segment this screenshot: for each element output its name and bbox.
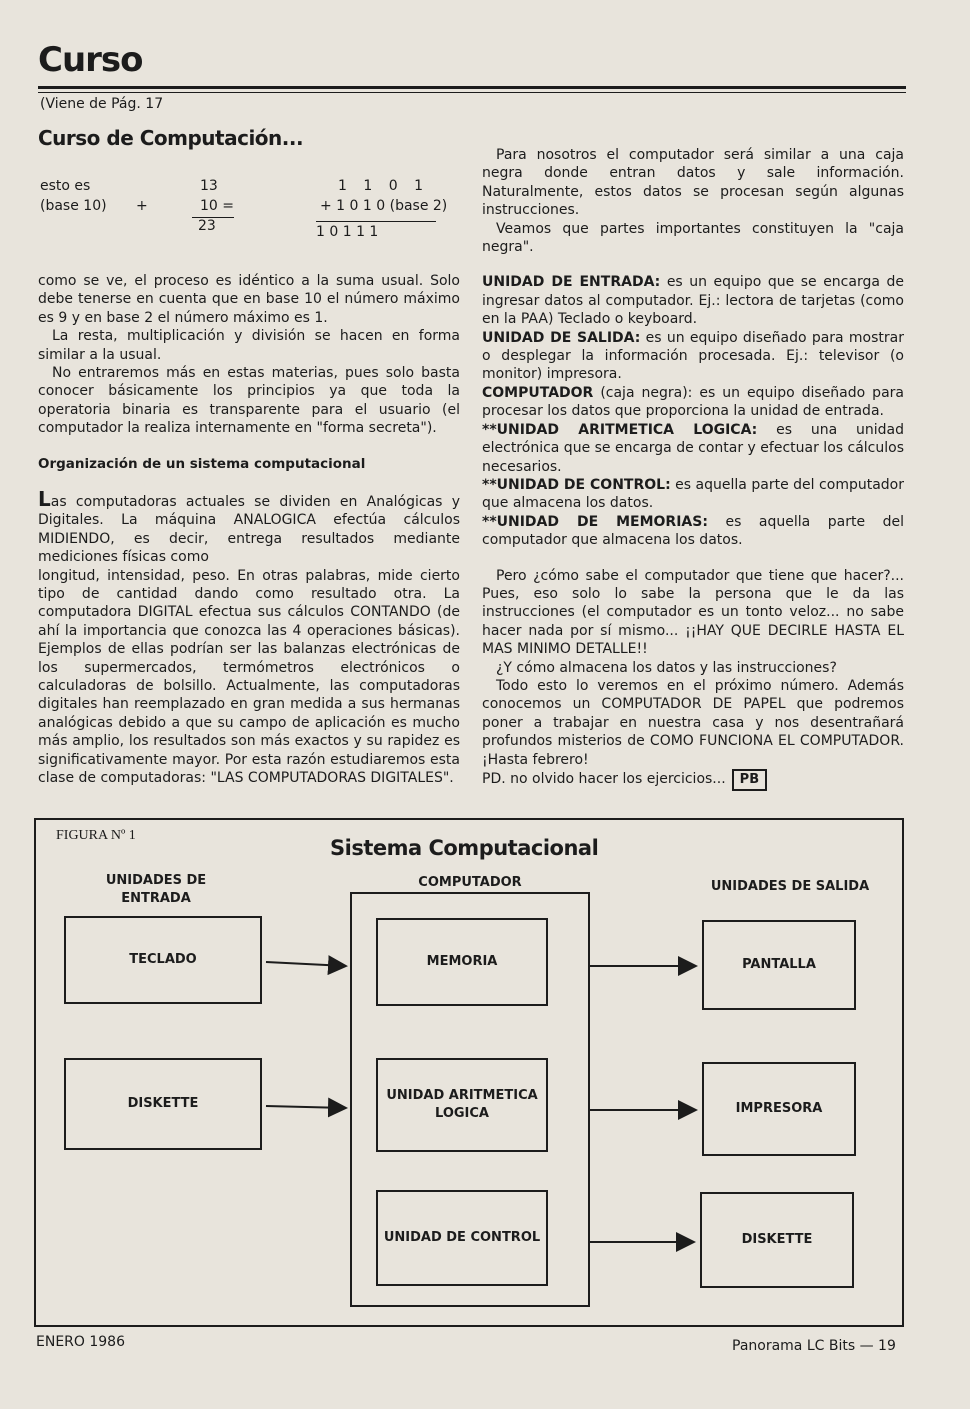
output-group-label: UNIDADES DE SALIDA (710, 879, 870, 894)
def-output-text: es un equipo diseñado para mostrar o desplegar la información procesada. Ej.: televisor (o monitor) impresora. (482, 329, 904, 383)
def-control-term: **UNIDAD DE CONTROL: (482, 476, 671, 493)
left-paragraph-4a (38, 487, 460, 567)
subheading: Organización de un sistema computacional (38, 456, 366, 472)
math-label-1: esto es (40, 178, 91, 194)
right-paragraph-4: ¿Y cómo almacena los datos y las instrucciones? (496, 659, 837, 676)
right-paragraph-6 (482, 769, 904, 791)
binary-sum-example (40, 176, 480, 242)
math-plus: + (136, 198, 148, 214)
def-input-unit (482, 273, 904, 328)
computer-group-label: COMPUTADOR (418, 875, 522, 890)
right-paragraph-2: Veamos que partes importantes constituyen la "caja negra". (482, 220, 904, 256)
figure-title: Sistema Computacional (330, 836, 599, 860)
right-column (482, 146, 904, 791)
def-alu-text: es una unidad electrónica que se encarga de contar y efectuar los cálculos necesarios. (482, 421, 904, 475)
left-paragraph-1: como se ve, el proceso es idéntico a la suma usual. Solo debe tenerse en cuenta que en base 10 el número máximo es 9 y en base 2 el número máximo es 1. (38, 273, 460, 326)
output-diskette-box: DISKETTE (700, 1192, 854, 1288)
math-bin-b: + 1 0 1 0 (base 2) (320, 198, 448, 214)
math-label-2: (base 10) (40, 198, 107, 214)
def-memory-unit (482, 513, 904, 550)
left-paragraph-2: La resta, multiplicación y división se hacen en forma similar a la usual. (38, 328, 460, 363)
def-output-unit (482, 329, 904, 384)
left-column-2 (38, 487, 460, 788)
left-column (38, 272, 460, 438)
section-title: Curso (38, 40, 143, 80)
input-diskette-box: DISKETTE (64, 1058, 262, 1150)
postscript: PD. no olvido hacer los ejercicios... (482, 771, 726, 787)
arrow-diskette-to-computer (266, 1106, 346, 1108)
math-bin-a: 1 1 0 1 (338, 178, 429, 194)
right-paragraph-5: Todo esto lo veremos en el próximo número. Además conocemos un COMPUTADOR DE PAPEL que podremos poner a trabajar en nuestra casa y nos desentrañará profundos misterios de COMO FUNCIONA EL COMPUTADOR. ¡Hasta febrero! (482, 677, 904, 768)
def-memory-text: es aquella parte del computador que almacena los datos. (482, 513, 905, 549)
def-computer-text: (caja negra): es un equipo diseñado para procesar los datos que proporciona la unidad de entrada. (482, 384, 904, 420)
article-title: Curso de Computación... (38, 126, 304, 150)
input-keyboard-box: TECLADO (64, 916, 262, 1004)
right-paragraph-3: Pero ¿cómo sabe el computador que tiene que hacer?... Pues, eso solo lo sabe la persona que le da las instrucciones (el computador es un tonto veloz... no sabe hacer nada por sí mismo... ¡¡HAY QUE DECIRLE HASTA EL MAS MINIMO DETALLE!! (482, 567, 904, 658)
header-rule (38, 86, 906, 89)
drop-cap: L (38, 487, 51, 511)
def-output-term: UNIDAD DE SALIDA: (482, 329, 641, 346)
def-control-unit (482, 476, 904, 513)
left-paragraph-3: No entraremos más en estas materias, pues solo basta conocer básicamente los principios ya que toda la operatoria binaria es transparente para el usuario (el computador la realiza internamente en "forma secreta"). (38, 365, 460, 437)
figure-label: FIGURA Nº 1 (56, 828, 136, 843)
input-group-label: UNIDADES DE ENTRADA (105, 873, 207, 906)
continued-note: (Viene de Pág. 17 (40, 96, 164, 112)
math-b: 10 = (200, 198, 234, 214)
def-memory-term: **UNIDAD DE MEMORIAS: (482, 513, 708, 530)
header-rule-thin (38, 92, 906, 93)
math-sum: 23 (198, 218, 216, 234)
math-a: 13 (200, 178, 218, 194)
def-input-term: UNIDAD DE ENTRADA: (482, 274, 661, 291)
control-unit-box: UNIDAD DE CONTROL (376, 1190, 548, 1286)
def-computer (482, 384, 904, 421)
def-input-text: es un equipo que se encarga de ingresar datos al computador. Ej.: lectora de tarjetas (como en la PAA) Teclado o keyboard. (482, 274, 904, 328)
left-paragraph-4a-text: as computadoras actuales se dividen en Analógicas y Digitales. La máquina ANALOGICA efectúa cálculos MIDIENDO, es decir, entrega resultados mediante mediciones físicas como (38, 494, 460, 566)
figure-diagram (34, 818, 904, 1327)
output-printer-box: IMPRESORA (702, 1062, 856, 1156)
def-computer-term: COMPUTADOR (482, 384, 594, 401)
right-paragraph-1: Para nosotros el computador será similar a una caja negra donde entran datos y sale información. Naturalmente, estos datos se procesan según algunas instrucciones. (482, 147, 904, 219)
def-alu-term: **UNIDAD ARITMETICA LOGICA: (482, 421, 758, 438)
def-control-text: es aquella parte del computador que almacena los datos. (482, 476, 904, 512)
arrow-keyboard-to-computer (266, 962, 346, 966)
def-alu (482, 421, 904, 476)
output-screen-box: PANTALLA (702, 920, 856, 1010)
flow-arrows (36, 820, 898, 1321)
memory-box: MEMORIA (376, 918, 548, 1006)
author-badge: PB (732, 769, 767, 791)
footer-date: ENERO 1986 (36, 1334, 125, 1350)
math-bin-sum: 1 0 1 1 1 (316, 224, 379, 240)
footer-publication: Panorama LC Bits — 19 (732, 1338, 896, 1354)
alu-box: UNIDAD ARITMETICA LOGICA (376, 1058, 548, 1152)
left-paragraph-4b: longitud, intensidad, peso. En otras palabras, mide cierto tipo de cantidad dando como resultado otra. La computadora DIGITAL efectua sus cálculos CONTANDO (de ahí la importancia que conozca las 4 operaciones básicas). Ejemplos de ellas podrían ser las balanzas electrónicas de los supermercados, termómetros electrónicos o calculadoras de bolsillo. Actualmente, las computadoras digitales han reemplazado en gran medida a sus hermanas analógicas debido a que su campo de aplicación es mucho más amplio, los resultados son más exactos y su rapidez es significativamente mayor. Por esta razón estudiaremos esta clase de computadoras: "LAS COMPUTADORAS DIGITALES". (38, 567, 460, 787)
